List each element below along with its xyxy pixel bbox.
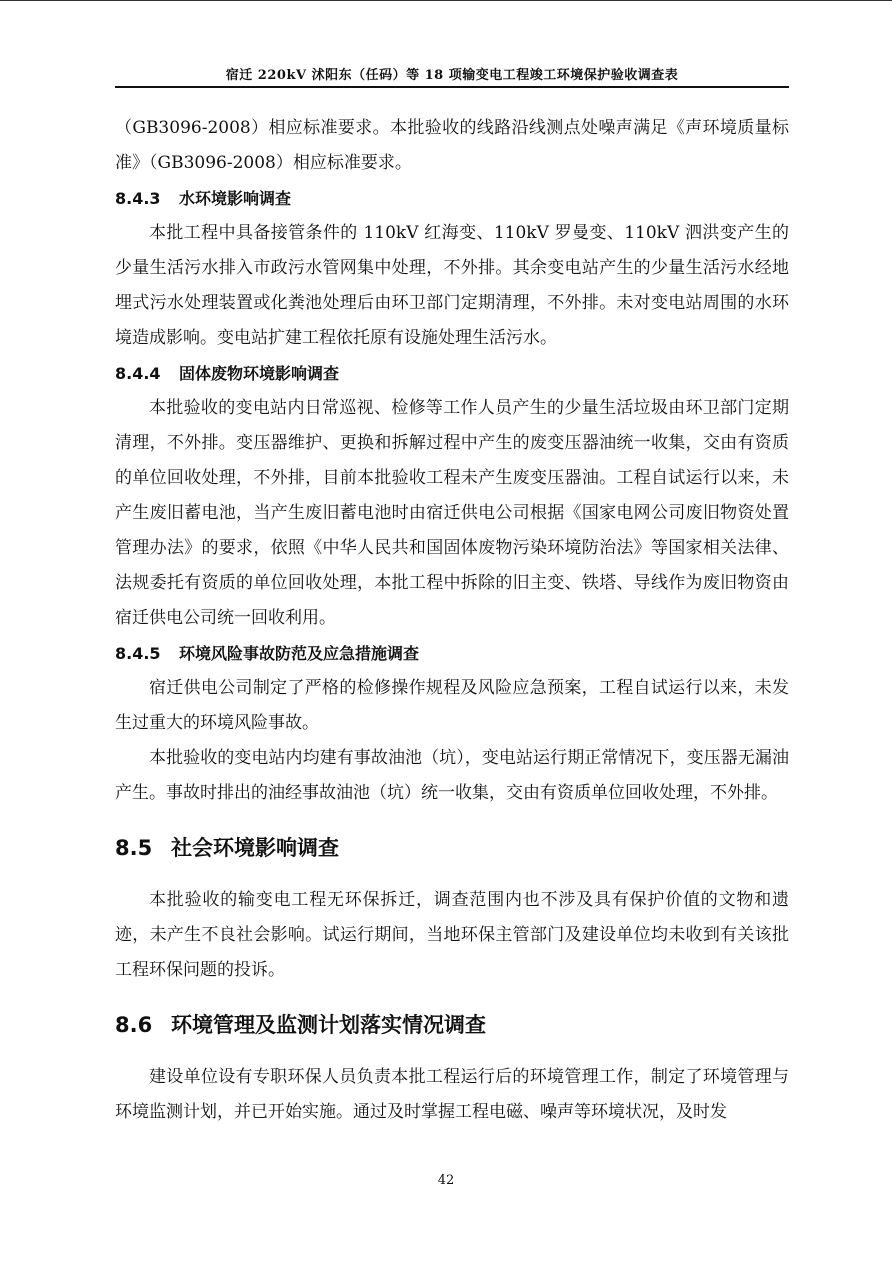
heading-number: 8.4.5: [115, 644, 161, 663]
paragraph: 本批验收的输变电工程无环保拆迁，调查范围内也不涉及具有保护价值的文物和遗迹，未产生不良社会影响。试运行期间，当地环保主管部门及建设单位均未收到有关该批工程环保问题的投诉。: [115, 890, 789, 980]
paragraph: （GB3096-2008）相应标准要求。本批验收的线路沿线测点处噪声满足《声环境质量标准》（GB3096-2008）相应标准要求。: [115, 118, 789, 173]
document-body: [115, 111, 789, 1130]
subsection-heading: [115, 181, 789, 216]
heading-number: 8.4.3: [115, 189, 161, 208]
heading-number: 8.6: [115, 1013, 153, 1037]
page-number: 42: [437, 1173, 455, 1188]
heading-title: 环境管理及监测计划落实情况调查: [171, 1013, 486, 1037]
running-header: 宿迁 220kV 沭阳东（任码）等 18 项输变电工程竣工环境保护验收调查表: [225, 68, 679, 83]
section-heading: [115, 827, 789, 869]
subsection-heading: [115, 356, 789, 391]
top-border: [0, 0, 892, 1]
heading-title: 水环境影响调查: [179, 189, 292, 208]
subsection-heading: [115, 636, 789, 671]
heading-number: 8.5: [115, 836, 153, 860]
heading-number: 8.4.4: [115, 364, 161, 383]
heading-title: 社会环境影响调查: [171, 836, 339, 860]
paragraph: 本批验收的变电站内均建有事故油池（坑），变电站运行期正常情况下，变压器无漏油产生。事故时排出的油经事故油池（坑）统一收集，交由有资质单位回收处理，不外排。: [115, 748, 789, 803]
section-heading: [115, 1004, 789, 1046]
paragraph: 本批验收的变电站内日常巡视、检修等工作人员产生的少量生活垃圾由环卫部门定期清理，不外排。变压器维护、更换和拆解过程中产生的废变压器油统一收集，交由有资质的单位回收处理，不外排，目前本批验收工程未产生废变压器油。工程自试运行以来，未产生废旧蓄电池，当产生废旧蓄电池时由宿迁供电公司根据《国家电网公司废旧物资处置管理办法》的要求，依照《中华人民共和国固体废物污染环境防治法》等国家相关法律、法规委托有资质的单位回收处理，本批工程中拆除的旧主变、铁塔、导线作为废旧物资由宿迁供电公司统一回收利用。: [115, 398, 789, 628]
paragraph: 建设单位设有专职环保人员负责本批工程运行后的环境管理工作，制定了环境管理与环境监测计划，并已开始实施。通过及时掌握工程电磁、噪声等环境状况，及时发: [115, 1067, 789, 1122]
heading-title: 环境风险事故防范及应急措施调查: [179, 644, 420, 663]
header-rule: [115, 86, 789, 88]
paragraph: 本批工程中具备接管条件的 110kV 红海变、110kV 罗曼变、110kV 泗洪变产生的少量生活污水排入市政污水管网集中处理，不外排。其余变电站产生的少量生活污水经地埋式污水处理装置或化粪池处理后由环卫部门定期清理，不外排。未对变电站周围的水环境造成影响。变电站扩建工程依托原有设施处理生活污水。: [115, 223, 789, 348]
paragraph: 宿迁供电公司制定了严格的检修操作规程及风险应急预案，工程自试运行以来，未发生过重大的环境风险事故。: [115, 678, 789, 733]
heading-title: 固体废物环境影响调查: [179, 364, 340, 383]
